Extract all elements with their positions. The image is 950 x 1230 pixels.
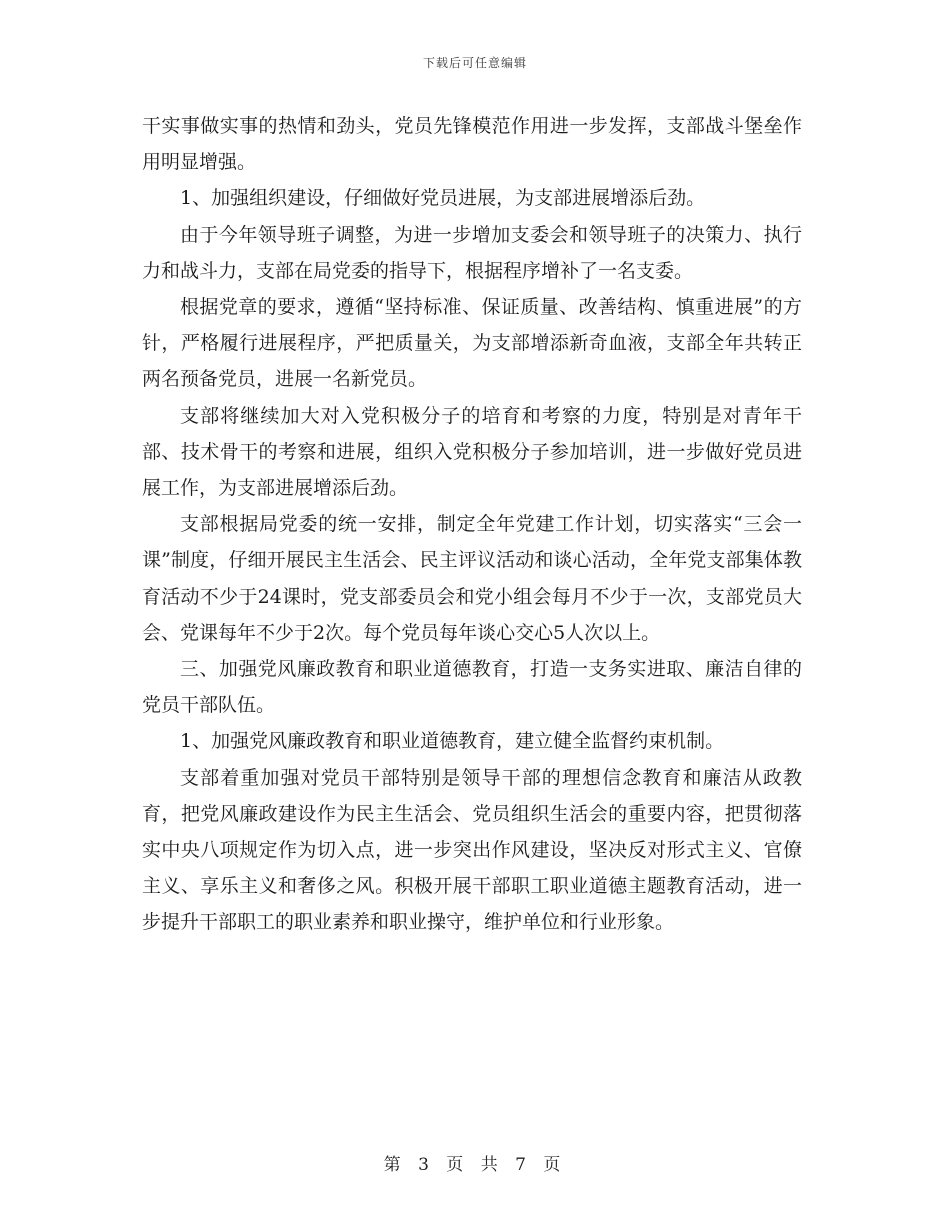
paragraph-1: 干实事做实事的热情和劲头，党员先锋模范作用进一步发挥，支部战斗堡垒作用明显增强。 [142, 115, 802, 174]
paragraph-5: 支部将继续加大对入党积极分子的培育和考察的力度，特别是对青年干部、技术骨干的考察和进展，组织入党积极分子参加培训，进一步做好党员进展工作，为支部进展增添后劲。 [142, 404, 802, 500]
page-footer: 第 3 页 共 7 页 [383, 1155, 567, 1175]
paragraph-3: 由于今年领导班子调整，为进一步增加支委会和领导班子的决策力、执行力和战斗力，支部在局党委的指导下，根据程序增补了一名支委。 [142, 223, 802, 282]
paragraph-7: 三、加强党风廉政教育和职业道德教育，打造一支务实进取、廉洁自律的党员干部队伍。 [142, 658, 802, 717]
paragraph-8: 1、加强党风廉政教育和职业道德教育，建立健全监督约束机制。 [180, 730, 725, 753]
paragraph-6: 支部根据局党委的统一安排，制定全年党建工作计划，切实落实“三会一课”制度，仔细开展民主生活会、民主评议活动和谈心活动，全年党支部集体教育活动不少于24课时，党支部委员会和党小组会每月不少于一次，支部党员大会、党课每年不少于2次。每个党员每年谈心交心5人次以上。 [142, 513, 802, 644]
page-header: 下载后可任意编辑 [422, 56, 527, 70]
paragraph-9: 支部着重加强对党员干部特别是领导干部的理想信念教育和廉洁从政教育，把党风廉政建设作为民主生活会、党员组织生活会的重要内容，把贯彻落实中央八项规定作为切入点，进一步突出作风建设，坚决反对形式主义、官僚主义、享乐主义和奢侈之风。积极开展干部职工职业道德主题教育活动，进一步提升干部职工的职业素养和职业操守，维护单位和行业形象。 [142, 766, 802, 934]
paragraph-2: 1、加强组织建设，仔细做好党员进展，为支部进展增添后劲。 [180, 187, 706, 210]
document-body [142, 108, 802, 941]
paragraph-4: 根据党章的要求，遵循“坚持标准、保证质量、改善结构、慎重进展”的方针，严格履行进展程序，严把质量关，为支部增添新奇血液，支部全年共转正两名预备党员，进展一名新党员。 [142, 296, 802, 391]
